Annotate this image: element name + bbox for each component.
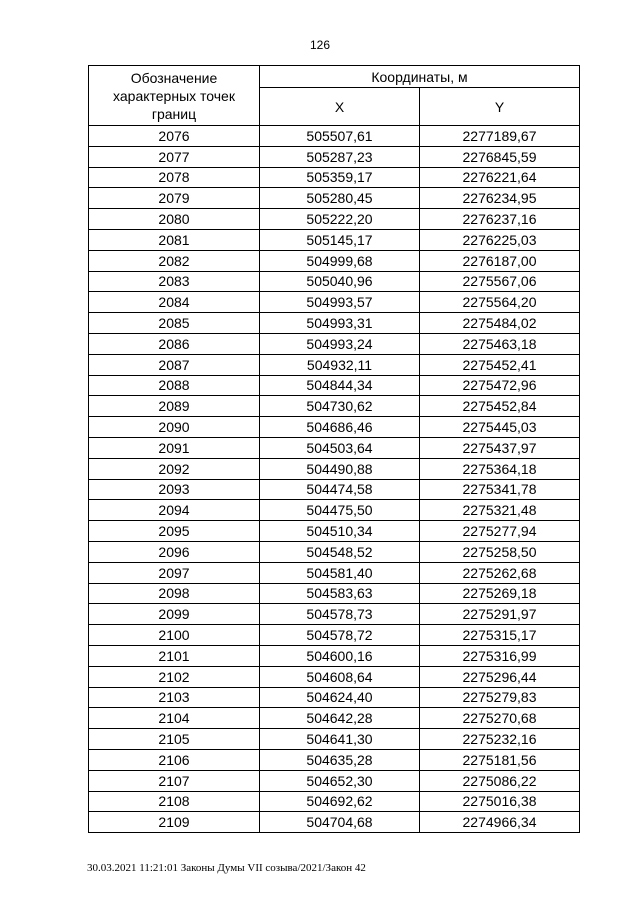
point-number-cell: 2080	[89, 209, 260, 230]
y-header: Y	[420, 88, 580, 126]
x-coordinate-cell: 504686,46	[260, 417, 420, 438]
table-row	[89, 645, 580, 666]
x-coordinate-cell: 505280,45	[260, 188, 420, 209]
page-number: 126	[309, 38, 331, 52]
x-coordinate-cell: 504993,31	[260, 313, 420, 334]
point-number-cell: 2097	[89, 562, 260, 583]
x-coordinate-cell: 504510,34	[260, 521, 420, 542]
point-number-cell: 2106	[89, 749, 260, 770]
point-number-cell: 2103	[89, 687, 260, 708]
y-coordinate-cell: 2275086,22	[420, 770, 580, 791]
y-coordinate-cell: 2275452,41	[420, 354, 580, 375]
table-row	[89, 666, 580, 687]
y-coordinate-cell: 2275321,48	[420, 500, 580, 521]
y-coordinate-cell: 2275181,56	[420, 749, 580, 770]
y-coordinate-cell: 2275463,18	[420, 333, 580, 354]
table-row	[89, 708, 580, 729]
table-row	[89, 583, 580, 604]
footer-stamp: 30.03.2021 11:21:01 Законы Думы VII созыва/2021/Закон 42	[87, 862, 366, 874]
table-row	[89, 687, 580, 708]
x-coordinate-cell: 504844,34	[260, 375, 420, 396]
x-coordinate-cell: 504993,57	[260, 292, 420, 313]
point-number-cell: 2076	[89, 126, 260, 147]
y-coordinate-cell: 2276221,64	[420, 167, 580, 188]
table-row	[89, 396, 580, 417]
y-coordinate-cell: 2275452,84	[420, 396, 580, 417]
y-coordinate-cell: 2276225,03	[420, 229, 580, 250]
table-row	[89, 333, 580, 354]
table-row	[89, 126, 580, 147]
y-coordinate-cell: 2274966,34	[420, 812, 580, 833]
table-row	[89, 479, 580, 500]
x-coordinate-cell: 504474,58	[260, 479, 420, 500]
table-row	[89, 209, 580, 230]
x-coordinate-cell: 504608,64	[260, 666, 420, 687]
table-row	[89, 354, 580, 375]
y-coordinate-cell: 2277189,67	[420, 126, 580, 147]
x-header: X	[260, 88, 420, 126]
y-coordinate-cell: 2275564,20	[420, 292, 580, 313]
point-number-cell: 2104	[89, 708, 260, 729]
point-number-cell: 2093	[89, 479, 260, 500]
point-number-cell: 2089	[89, 396, 260, 417]
y-coordinate-cell: 2275016,38	[420, 791, 580, 812]
point-number-cell: 2096	[89, 541, 260, 562]
y-coordinate-cell: 2275270,68	[420, 708, 580, 729]
table-row	[89, 770, 580, 791]
table-row	[89, 541, 580, 562]
table-row	[89, 437, 580, 458]
x-coordinate-cell: 504704,68	[260, 812, 420, 833]
x-coordinate-cell: 504600,16	[260, 645, 420, 666]
y-coordinate-cell: 2275484,02	[420, 313, 580, 334]
y-coordinate-cell: 2275258,50	[420, 541, 580, 562]
y-coordinate-cell: 2275291,97	[420, 604, 580, 625]
y-coordinate-cell: 2275269,18	[420, 583, 580, 604]
point-number-cell: 2078	[89, 167, 260, 188]
point-number-cell: 2098	[89, 583, 260, 604]
point-number-cell: 2094	[89, 500, 260, 521]
y-coordinate-cell: 2276234,95	[420, 188, 580, 209]
x-coordinate-cell: 504932,11	[260, 354, 420, 375]
point-number-cell: 2085	[89, 313, 260, 334]
point-number-cell: 2099	[89, 604, 260, 625]
table-row	[89, 271, 580, 292]
x-coordinate-cell: 504642,28	[260, 708, 420, 729]
point-number-cell: 2082	[89, 250, 260, 271]
point-number-cell: 2105	[89, 729, 260, 750]
point-number-cell: 2084	[89, 292, 260, 313]
x-coordinate-cell: 505040,96	[260, 271, 420, 292]
point-number-cell: 2102	[89, 666, 260, 687]
point-number-cell: 2109	[89, 812, 260, 833]
x-coordinate-cell: 504635,28	[260, 749, 420, 770]
table-row	[89, 500, 580, 521]
y-coordinate-cell: 2275567,06	[420, 271, 580, 292]
point-number-cell: 2083	[89, 271, 260, 292]
y-coordinate-cell: 2276845,59	[420, 146, 580, 167]
x-coordinate-cell: 504692,62	[260, 791, 420, 812]
y-coordinate-cell: 2275472,96	[420, 375, 580, 396]
y-coordinate-cell: 2275316,99	[420, 645, 580, 666]
table-row	[89, 188, 580, 209]
x-coordinate-cell: 505359,17	[260, 167, 420, 188]
table-row	[89, 521, 580, 542]
x-coordinate-cell: 504503,64	[260, 437, 420, 458]
x-coordinate-cell: 504652,30	[260, 770, 420, 791]
table-row	[89, 604, 580, 625]
x-coordinate-cell: 504583,63	[260, 583, 420, 604]
table-row	[89, 417, 580, 438]
y-coordinate-cell: 2275437,97	[420, 437, 580, 458]
table-row	[89, 562, 580, 583]
x-coordinate-cell: 505507,61	[260, 126, 420, 147]
point-number-cell: 2108	[89, 791, 260, 812]
x-coordinate-cell: 504548,52	[260, 541, 420, 562]
point-number-cell: 2100	[89, 625, 260, 646]
table-row	[89, 729, 580, 750]
y-coordinate-cell: 2275364,18	[420, 458, 580, 479]
x-coordinate-cell: 504624,40	[260, 687, 420, 708]
coordinates-table	[88, 65, 580, 833]
y-coordinate-cell: 2275341,78	[420, 479, 580, 500]
point-number-cell: 2087	[89, 354, 260, 375]
coordinates-header: Координаты, м	[260, 66, 580, 88]
y-coordinate-cell: 2275232,16	[420, 729, 580, 750]
table-row	[89, 749, 580, 770]
point-number-cell: 2090	[89, 417, 260, 438]
table-row	[89, 458, 580, 479]
point-number-cell: 2077	[89, 146, 260, 167]
table-row	[89, 250, 580, 271]
y-coordinate-cell: 2275296,44	[420, 666, 580, 687]
table-row	[89, 812, 580, 833]
point-number-cell: 2091	[89, 437, 260, 458]
x-coordinate-cell: 504730,62	[260, 396, 420, 417]
table-row	[89, 146, 580, 167]
x-coordinate-cell: 504490,88	[260, 458, 420, 479]
x-coordinate-cell: 505287,23	[260, 146, 420, 167]
point-number-cell: 2088	[89, 375, 260, 396]
table-row	[89, 167, 580, 188]
point-number-cell: 2081	[89, 229, 260, 250]
point-number-cell: 2107	[89, 770, 260, 791]
table-row	[89, 375, 580, 396]
table-body	[89, 126, 580, 833]
y-coordinate-cell: 2275262,68	[420, 562, 580, 583]
y-coordinate-cell: 2275277,94	[420, 521, 580, 542]
point-designation-header: Обозначение характерных точек границ	[89, 66, 260, 126]
y-coordinate-cell: 2275279,83	[420, 687, 580, 708]
y-coordinate-cell: 2276187,00	[420, 250, 580, 271]
x-coordinate-cell: 504578,72	[260, 625, 420, 646]
y-coordinate-cell: 2276237,16	[420, 209, 580, 230]
y-coordinate-cell: 2275445,03	[420, 417, 580, 438]
point-number-cell: 2079	[89, 188, 260, 209]
table-row	[89, 791, 580, 812]
x-coordinate-cell: 504475,50	[260, 500, 420, 521]
table-row	[89, 229, 580, 250]
table-row	[89, 313, 580, 334]
x-coordinate-cell: 505145,17	[260, 229, 420, 250]
x-coordinate-cell: 504993,24	[260, 333, 420, 354]
x-coordinate-cell: 504581,40	[260, 562, 420, 583]
y-coordinate-cell: 2275315,17	[420, 625, 580, 646]
table-row	[89, 292, 580, 313]
x-coordinate-cell: 504999,68	[260, 250, 420, 271]
point-number-cell: 2092	[89, 458, 260, 479]
table-row	[89, 625, 580, 646]
point-number-cell: 2086	[89, 333, 260, 354]
x-coordinate-cell: 504578,73	[260, 604, 420, 625]
point-number-cell: 2095	[89, 521, 260, 542]
point-number-cell: 2101	[89, 645, 260, 666]
x-coordinate-cell: 504641,30	[260, 729, 420, 750]
x-coordinate-cell: 505222,20	[260, 209, 420, 230]
